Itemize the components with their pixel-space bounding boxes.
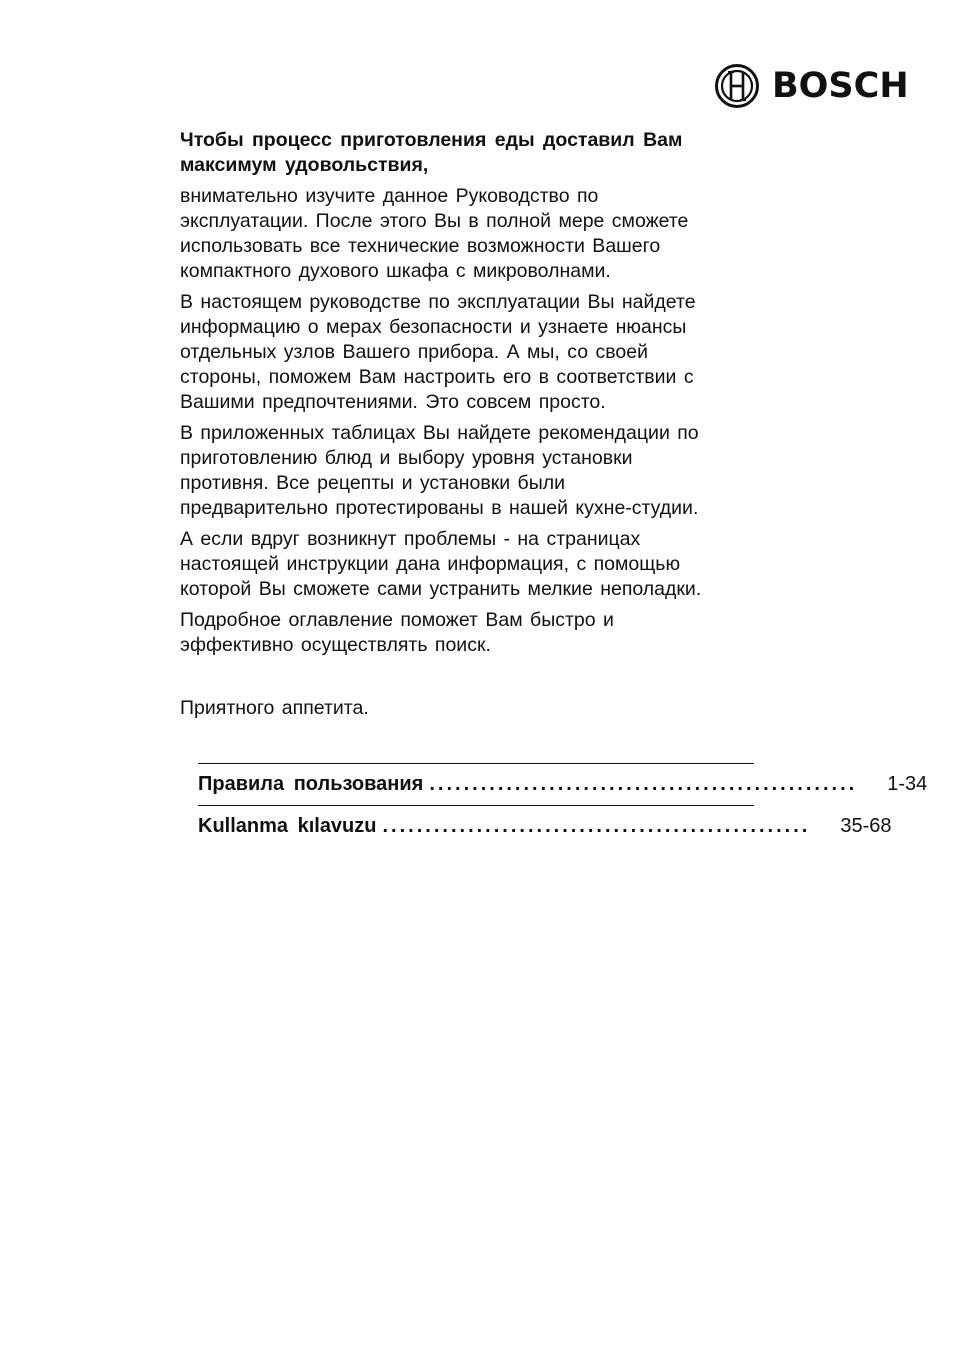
toc-title: Правила пользования: [198, 773, 424, 795]
intro-text: [180, 128, 800, 727]
toc-title: Kullanma kılavuzu: [198, 815, 377, 837]
toc-leader-dots: ..................................................: [382, 815, 811, 837]
brand-name: BOSCH: [772, 66, 909, 106]
intro-paragraph: В приложенных таблицах Вы найдете рекомендации по приготовлению блюд и выбору уровня установки противня. Все рецепты и установки были предварительно протестированы в нашей кухне-студии.: [180, 422, 699, 519]
toc-row-russian[interactable]: [198, 763, 928, 805]
intro-heading: Чтобы процесс приготовления еды доставил Вам максимум удовольствия,: [180, 129, 683, 176]
toc-pages: 1-34: [887, 773, 928, 795]
toc-row-turkish[interactable]: [198, 805, 892, 847]
intro-paragraph: Подробное оглавление поможет Вам быстро и эффективно осуществлять поиск.: [180, 609, 614, 656]
intro-paragraph: внимательно изучите данное Руководство по эксплуатации. После этого Вы в полной мере сможете использовать все технические возможности Вашего компактного духового шкафа с микроволнами.: [180, 185, 689, 282]
closing-line: Приятного аппетита.: [180, 697, 369, 719]
brand-logo: [714, 62, 909, 110]
intro-paragraph: В настоящем руководстве по эксплуатации Вы найдете информацию о мерах безопасности и узнаете нюансы отдельных узлов Вашего прибора. А мы, со своей стороны, поможем Вам настроить его в соответствии с Вашими предпочтениями. Это совсем просто.: [180, 291, 696, 413]
bosch-armature-icon: [714, 63, 760, 109]
toc-leader-dots: ..................................................: [429, 773, 858, 795]
table-of-contents: [198, 763, 928, 847]
intro-paragraph: А если вдруг возникнут проблемы - на страницах настоящей инструкции дана информация, с помощью которой Вы сможете сами устранить мелкие неполадки.: [180, 528, 702, 600]
toc-pages: 35-68: [840, 815, 892, 837]
